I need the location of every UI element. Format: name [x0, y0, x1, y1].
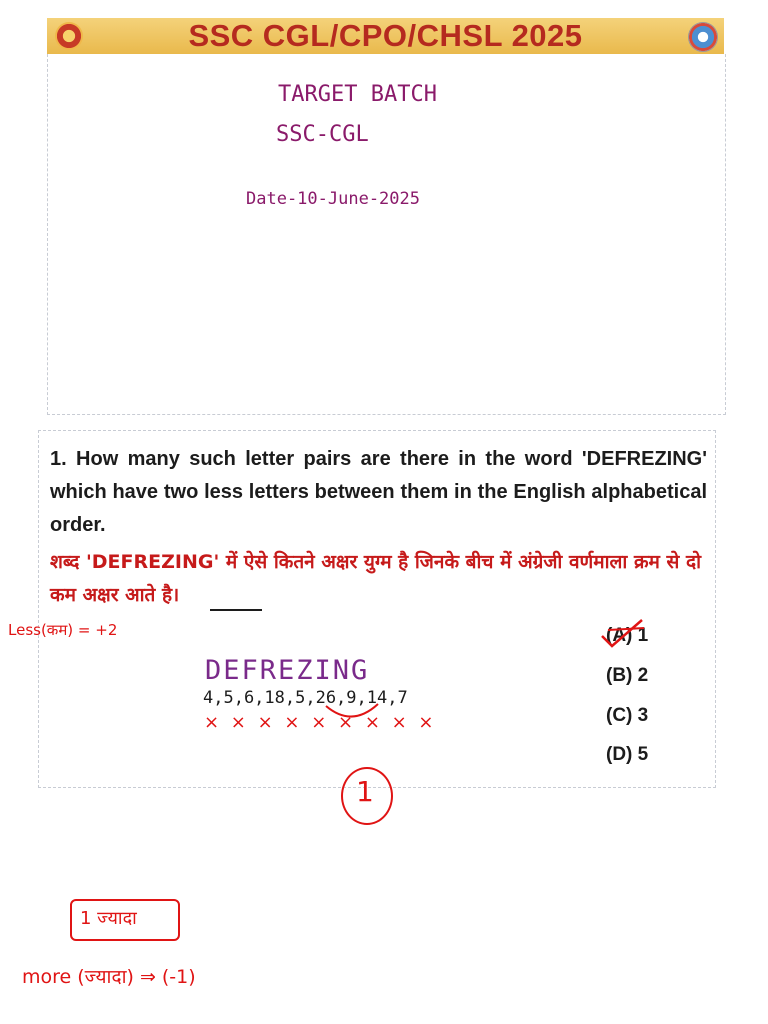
note-more: more (ज्यादा) ⇒ (-1) — [22, 966, 196, 988]
note-word: DEFREZING — [205, 655, 370, 686]
ssc-logo-icon — [55, 22, 83, 50]
tick-mark-icon — [598, 616, 648, 652]
banner-title: SSC CGL/CPO/CHSL 2025 — [188, 18, 583, 53]
batch-title: TARGET BATCH — [278, 82, 437, 107]
note-numbers: 4,5,6,18,5,26,9,14,7 — [203, 688, 408, 708]
cover-slide — [47, 54, 726, 415]
batch-date: Date-10-June-2025 — [246, 189, 420, 209]
question-english: 1. How many such letter pairs are there in the word 'DEFREZING' which have two less letters between them in the English alphabetical order. — [50, 448, 707, 536]
note-box-text: 1 ज्यादा — [80, 908, 137, 929]
arc-mark-icon — [322, 700, 382, 722]
note-crosses: × × × × × × × × × — [204, 712, 437, 733]
batch-subtitle: SSC-CGL — [276, 122, 369, 147]
header-banner — [47, 18, 724, 54]
underline-mark — [210, 609, 262, 611]
note-less: Less(कम) = +2 — [8, 621, 118, 639]
option-d: (D) 5 — [606, 744, 649, 765]
question-hindi: शब्द 'DEFREZING' में ऐसे कितने अक्षर युग्म है जिनके बीच में अंग्रेजी वर्णमाला क्रम से दो कम अक्षर आते है। — [50, 551, 701, 606]
option-b: (B) 2 — [606, 665, 649, 686]
option-c: (C) 3 — [606, 705, 649, 726]
option-a: (A) 1 — [606, 625, 649, 646]
answer-value: 1 — [356, 775, 374, 808]
emblem-logo-icon — [688, 22, 718, 52]
